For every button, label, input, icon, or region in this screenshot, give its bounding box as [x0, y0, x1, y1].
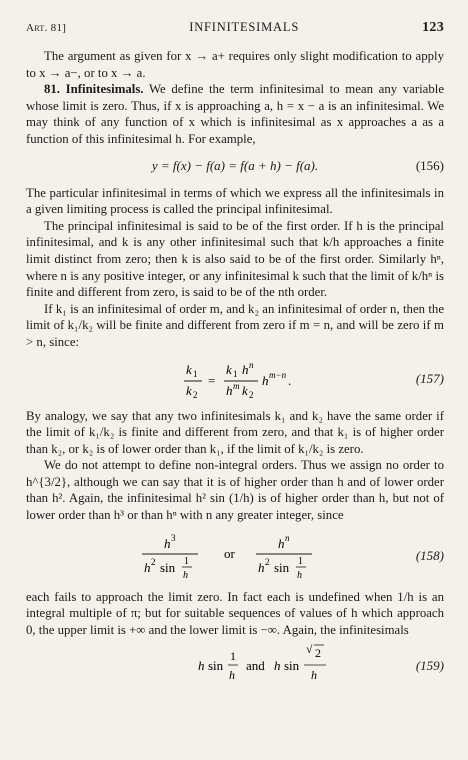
svg-text:k: k — [242, 382, 248, 398]
svg-text:or: or — [224, 545, 235, 561]
equation-157-body — [26, 359, 444, 399]
equation-159-tag: (159) — [415, 658, 444, 674]
svg-text:h: h — [278, 535, 285, 551]
svg-text:h: h — [226, 382, 233, 398]
svg-text:2: 2 — [151, 556, 156, 567]
svg-text:h: h — [258, 559, 265, 575]
svg-text:2: 2 — [193, 389, 198, 399]
svg-text:√: √ — [306, 644, 313, 657]
equation-156-tag: (156) — [415, 157, 444, 173]
paragraph-5: If k₁ is an infinitesimal of order m, and k₂ an infinitesimal of order n, then the limit of k₁/k₂ will be finite and different from zero if m = n, and will be zero if m > n, since: — [26, 301, 444, 349]
paragraph-2-body: We define the term infinitesimal to mean any variable whose limit is zero. Thus, if x is approaching a, h = x − a is an infinitesimal. We may think of any function of x which is infinitesimal as x approaches a as a function of this infinitesimal h. For example, — [26, 82, 444, 146]
svg-text:h: h — [198, 658, 205, 674]
paragraph-8: each fails to approach the limit zero. In fact each is undefined when 1/h is an integral multiple of π; but for suitable sequences of values of h which approach 0, the upper limit is +∞ and the lower limit is −∞. Again, the infinitesimals — [26, 589, 444, 637]
paragraph-1: The argument as given for x → a+ requires only slight modification to apply to x → a−, or to x → a. — [26, 49, 444, 80]
svg-text:2: 2 — [265, 556, 270, 567]
svg-text:k: k — [226, 361, 232, 377]
svg-text:k: k — [186, 361, 192, 377]
svg-text:1: 1 — [298, 555, 303, 567]
page — [26, 20, 444, 697]
paragraph-7: We do not attempt to define non-integral orders. Thus we assign no order to h^{3/2}, although we can say that it is of higher order than h and of lower order than h². Again, the infinitesimal h² sin (1/h) is of higher order than h, but not of lower order than h³ or than hⁿ with n any greater integer, since — [26, 458, 444, 523]
svg-text:3: 3 — [171, 532, 176, 543]
paragraph-4: The principal infinitesimal is said to be of the first order. If h is the principal infinitesimal, and k is any other infinitesimal such that k/h approaches a finite limit distinct from zero; then k is also said to be of the first order. Similarly hⁿ, where n is any positive integer, or any infinitesimal k such that the limit of k/hⁿ is finite and different from zero, is said to be of the nth order. — [26, 218, 444, 300]
svg-text:.: . — [288, 372, 292, 388]
svg-text:2: 2 — [249, 389, 254, 399]
running-header — [26, 20, 444, 36]
svg-text:1: 1 — [184, 555, 189, 567]
equation-159-body — [26, 644, 444, 688]
svg-text:sin: sin — [274, 559, 290, 575]
svg-text:m: m — [233, 380, 240, 391]
svg-text:h: h — [274, 658, 281, 674]
svg-text:h: h — [164, 535, 171, 551]
section-heading: 81. Infinitesimals. — [44, 82, 144, 97]
svg-text:=: = — [208, 372, 216, 388]
svg-text:h: h — [262, 372, 269, 388]
running-title: INFINITESIMALS — [189, 20, 300, 34]
page-number: 123 — [422, 20, 444, 35]
equation-158-body — [26, 532, 444, 580]
section-ref: Art. 81] — [26, 22, 67, 34]
equation-157 — [26, 359, 444, 399]
svg-text:h: h — [144, 559, 151, 575]
paragraph-2 — [26, 81, 444, 147]
paragraph-6: By analogy, we say that any two infinitesimals k₁ and k₂ have the same order if the limit of k₁/k₂ is finite and different from zero, and that k₁ is of higher order than k₂, or k₂ is of lower order than k₁, if the limit of k₁/k₂ is zero. — [26, 408, 444, 456]
equation-159-graphic — [26, 644, 444, 688]
svg-text:sin: sin — [284, 658, 300, 674]
svg-text:h: h — [297, 569, 302, 580]
equation-158 — [26, 532, 444, 580]
equation-159 — [26, 644, 444, 688]
equation-158-tag: (158) — [415, 547, 444, 563]
svg-text:1: 1 — [233, 368, 238, 379]
svg-text:n: n — [249, 359, 254, 370]
svg-text:h: h — [183, 569, 188, 580]
svg-text:2: 2 — [315, 646, 321, 661]
svg-text:n: n — [285, 532, 290, 543]
equation-156-body: y = f(x) − f(a) = f(a + h) − f(a). — [151, 157, 319, 173]
svg-text:sin: sin — [160, 559, 176, 575]
svg-text:h: h — [229, 668, 235, 683]
svg-text:1: 1 — [230, 649, 236, 664]
equation-156 — [26, 156, 444, 176]
svg-text:h: h — [311, 668, 317, 683]
svg-text:sin: sin — [208, 658, 224, 674]
equation-157-graphic — [26, 359, 444, 399]
svg-text:m−n: m−n — [269, 369, 287, 380]
paragraph-3: The particular infinitesimal in terms of which we express all the infinitesimals in a given limiting process is called the principal infinitesimal. — [26, 185, 444, 217]
equation-157-tag: (157) — [415, 370, 444, 386]
equation-158-graphic — [26, 532, 444, 580]
svg-text:1: 1 — [193, 368, 198, 379]
svg-text:and: and — [246, 658, 265, 674]
svg-text:k: k — [186, 382, 192, 398]
svg-text:h: h — [242, 361, 249, 377]
